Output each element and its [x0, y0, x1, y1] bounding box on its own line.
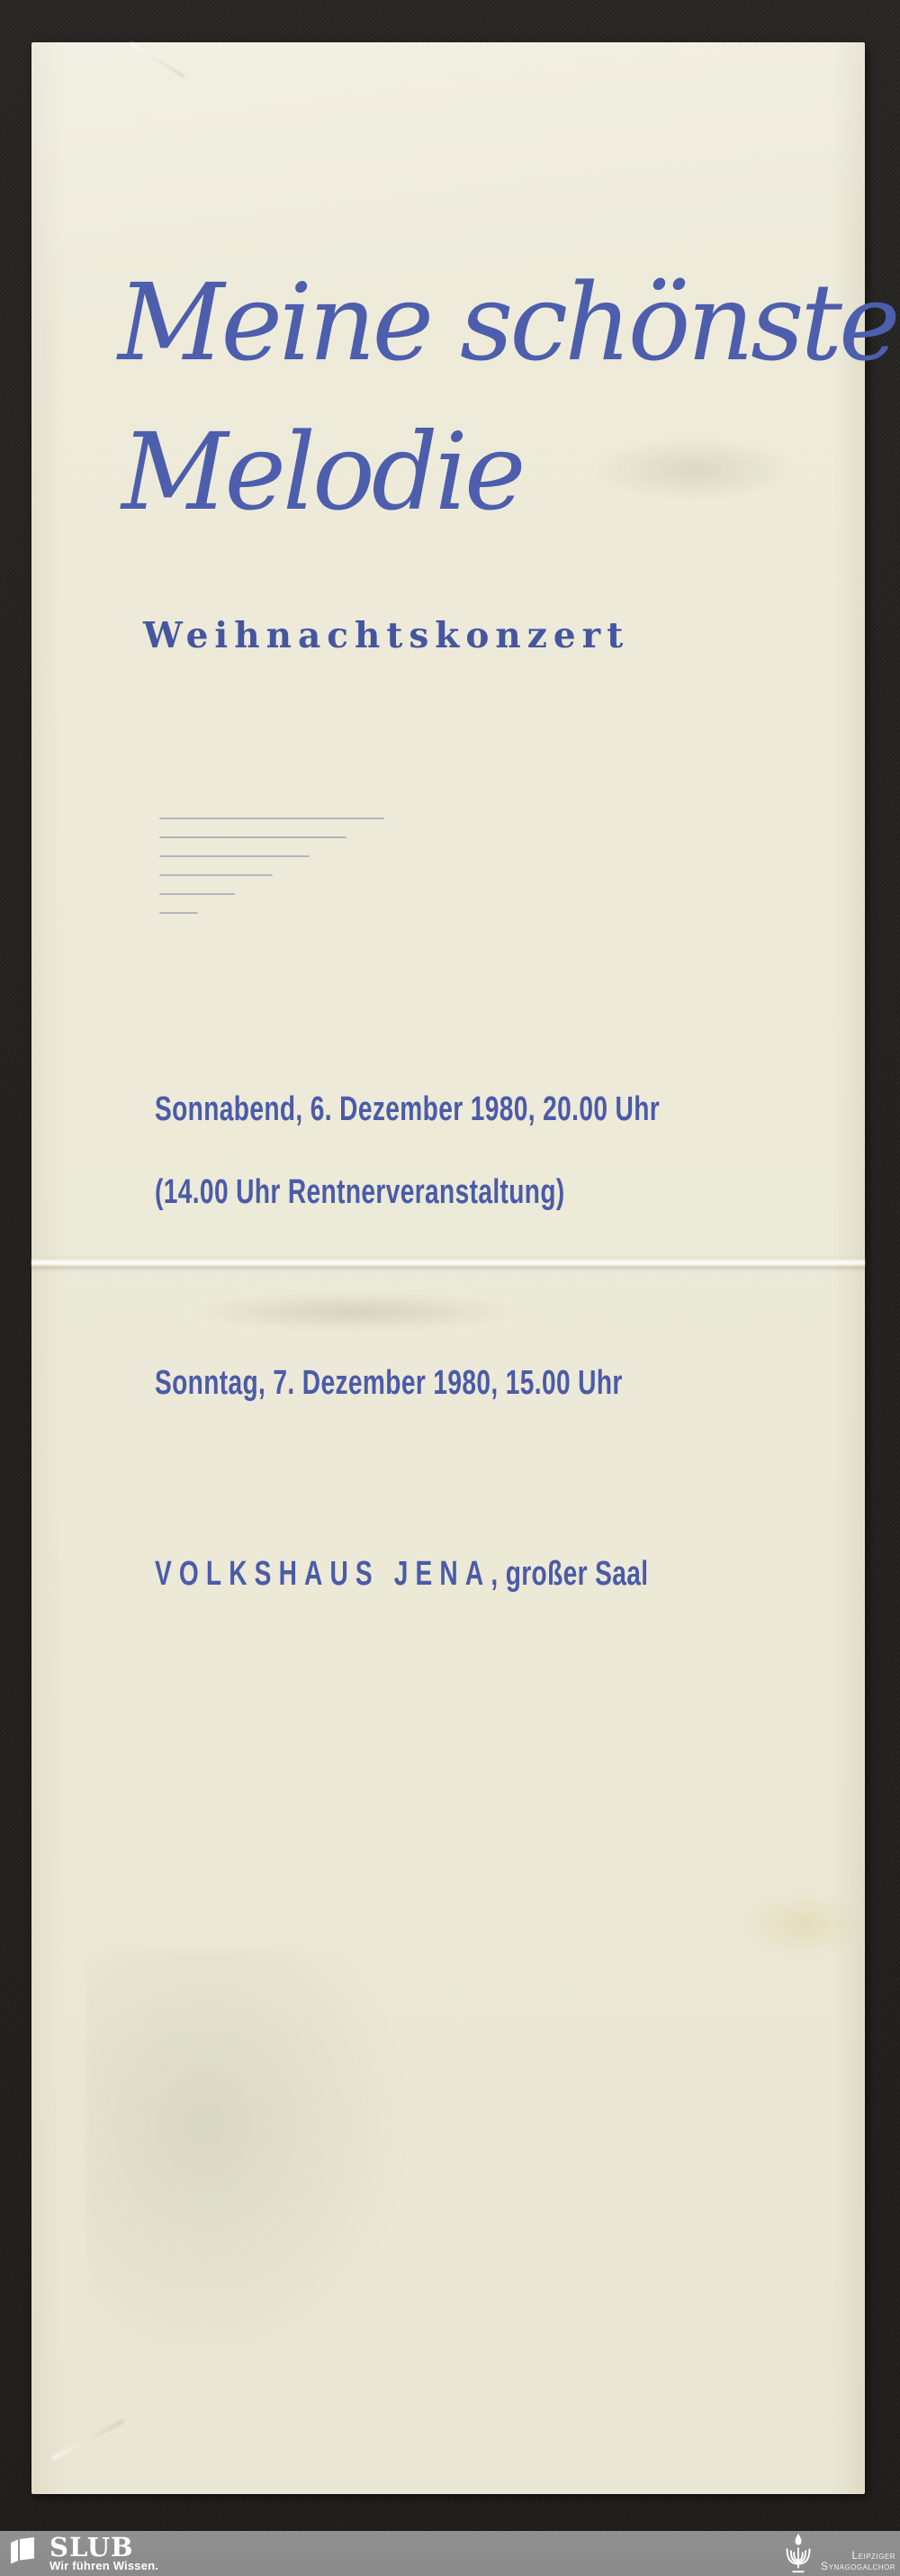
choir-text-block [821, 2550, 896, 2571]
corner-crease-bottom-left [51, 2418, 125, 2461]
program-title-line1: Meine schönste [118, 260, 897, 384]
faded-text-lines [159, 818, 384, 931]
ghost-smudge [86, 1951, 428, 2383]
slub-text-block [50, 2532, 159, 2572]
venue-name: VOLKSHAUS JENA [155, 1555, 491, 1593]
program-title-line2: Melodie [122, 410, 523, 534]
slub-logo[interactable] [11, 2532, 159, 2572]
faded-line [159, 874, 273, 876]
stain-smudge [742, 1893, 865, 1956]
ghost-smudge [184, 1292, 526, 1332]
scanned-program-page [32, 42, 897, 2494]
paper-fold-crease [32, 1257, 865, 1271]
faded-line [159, 855, 310, 857]
open-book-icon [11, 2537, 34, 2564]
venue-detail: , großer Saal [490, 1555, 649, 1593]
venue-line [155, 1555, 648, 1594]
slub-name: SLUB [50, 2532, 134, 2562]
faded-line [159, 912, 198, 914]
choir-name-line1: Leipziger [851, 2549, 896, 2562]
ghost-smudge [590, 438, 796, 502]
leipziger-synagogalchor-logo[interactable] [779, 2531, 896, 2576]
program-subtitle: Weihnachtskonzert [143, 615, 630, 656]
faded-line [159, 818, 384, 819]
event-note-pensioners: (14.00 Uhr Rentnerveranstaltung) [155, 1173, 565, 1211]
corner-crease-top-left [130, 42, 185, 78]
menorah-flame-icon [779, 2533, 817, 2576]
faded-line [159, 836, 346, 838]
event-date-sunday: Sonntag, 7. Dezember 1980, 15.00 Uhr [155, 1364, 623, 1402]
event-date-saturday: Sonnabend, 6. Dezember 1980, 20.00 Uhr [155, 1090, 661, 1128]
choir-name-line2: Synagogalchor [821, 2560, 896, 2572]
faded-line [159, 893, 235, 895]
viewer-footer-bar [0, 2531, 900, 2576]
slub-tagline: Wir führen Wissen. [50, 2559, 159, 2572]
